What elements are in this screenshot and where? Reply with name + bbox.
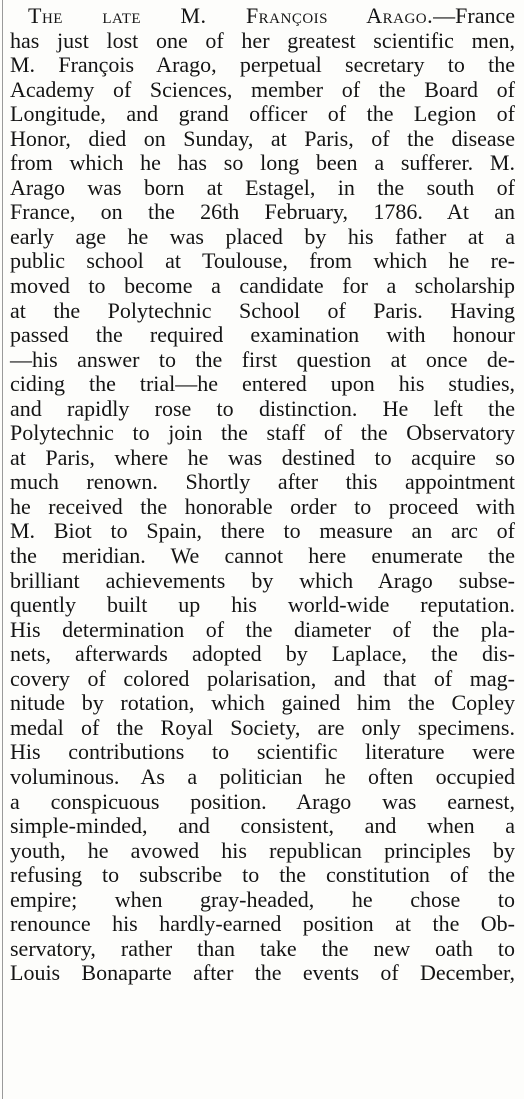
- article-line: M. Biot to Spain, there to measure an arc of: [10, 518, 515, 544]
- article-line: nets, afterwards adopted by Laplace, the dis-: [10, 641, 515, 667]
- article-line: at the Polytechnic School of Paris. Having: [10, 297, 515, 323]
- article-line: —his answer to the first question at once de-: [10, 346, 515, 372]
- article-line: Arago was born at Estagel, in the south of: [10, 174, 515, 200]
- article-column: [10, 4, 515, 986]
- article-line: medal of the Royal Society, are only specimens.: [10, 714, 515, 740]
- article-line: at Paris, where he was destined to acquire so: [10, 444, 515, 470]
- article-line: Academy of Sciences, member of the Board of: [10, 76, 515, 102]
- article-line: empire; when gray-headed, he chose to: [10, 886, 515, 912]
- article-first-line: [10, 4, 515, 29]
- article-line: passed the required examination with honour: [10, 322, 515, 348]
- article-line: Honor, died on Sunday, at Paris, of the disease: [10, 125, 515, 151]
- article-line: His determination of the diameter of the pla-: [10, 616, 515, 642]
- article-line: much renown. Shortly after this appointment: [10, 469, 515, 495]
- article-line: from which he has so long been a sufferer. M.: [10, 150, 515, 176]
- column-rule: [2, 0, 3, 1099]
- article-line: voluminous. As a politician he often occupied: [10, 763, 515, 789]
- article-line: refusing to subscribe to the constitution of the: [10, 862, 515, 888]
- article-line: nitude by rotation, which gained him the Copley: [10, 690, 515, 716]
- article-line: Louis Bonaparte after the events of December,: [10, 960, 515, 986]
- article-line: public school at Toulouse, from which he re-: [10, 248, 515, 274]
- article-line: servatory, rather than take the new oath to: [10, 935, 515, 961]
- article-line: early age he was placed by his father at a: [10, 223, 515, 249]
- article-line: M. François Arago, perpetual secretary to the: [10, 52, 515, 78]
- article-heading: The late M. François Arago.: [28, 3, 434, 28]
- article-line: Longitude, and grand officer of the Legion of: [10, 101, 515, 127]
- article-line: and rapidly rose to distinction. He left the: [10, 395, 515, 421]
- article-lead-text: —France: [433, 3, 515, 28]
- article-line: he received the honorable order to proceed with: [10, 493, 515, 519]
- article-line: moved to become a candidate for a scholarship: [10, 273, 515, 299]
- article-line: renounce his hardly-earned position at the Ob-: [10, 911, 515, 937]
- article-line: youth, he avowed his republican principles by: [10, 837, 515, 863]
- article-line: quently built up his world-wide reputation.: [10, 592, 515, 618]
- article-line: covery of colored polarisation, and that of mag-: [10, 665, 515, 691]
- article-line: Polytechnic to join the staff of the Observatory: [10, 420, 515, 446]
- article-line: the meridian. We cannot here enumerate the: [10, 543, 515, 569]
- article-line: ciding the trial—he entered upon his studies,: [10, 371, 515, 397]
- article-line: a conspicuous position. Arago was earnest,: [10, 788, 515, 814]
- article-line: brilliant achievements by which Arago subse-: [10, 567, 515, 593]
- article-line: France, on the 26th February, 1786. At an: [10, 199, 515, 225]
- article-line: simple-minded, and consistent, and when a: [10, 813, 515, 839]
- article-line: His contributions to scientific literature were: [10, 739, 515, 765]
- article-line: has just lost one of her greatest scientific men,: [10, 27, 515, 53]
